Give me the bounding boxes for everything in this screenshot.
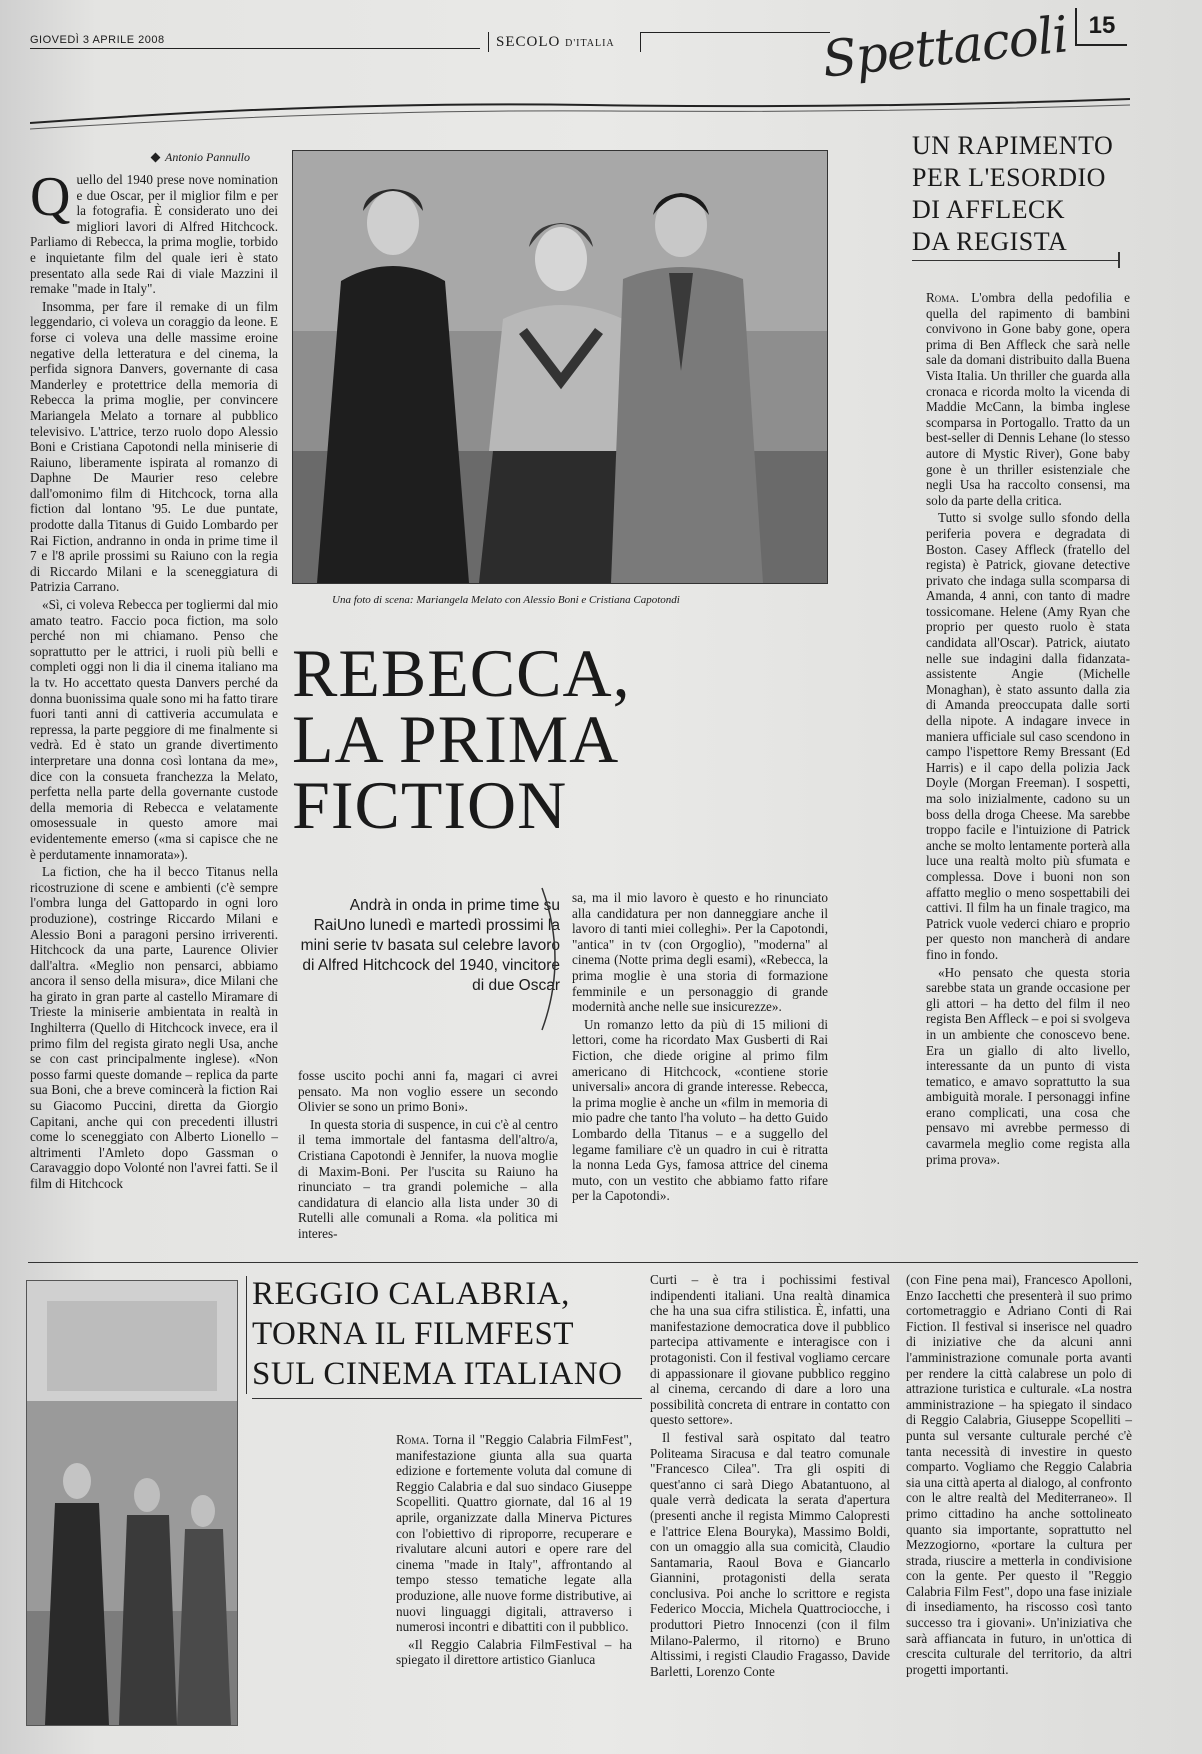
issue-date: GIOVEDÌ 3 APRILE 2008	[30, 34, 165, 46]
paper-name-suffix: D'ITALIA	[565, 38, 615, 49]
header-rule-right	[640, 32, 830, 33]
paper-name-main: SECOLO	[496, 34, 561, 50]
paragraph: Il festival sarà ospitato dal teatro Politeama Siracusa e dal teatro comunale "Francesco Cilea". Tra gli ospiti di quest'anno ci sarà Diego Abatantuono, al quale verrà dedicata la serata d'apertura (presenti anche il regista Mimmo Calopresti e l'attrice Elena Bouryka), Massimo Boldi, con un omaggio alla sua comicità, Claudio Santamaria, Raoul Bova e Giancarlo Giannini, protagonisti della serata conclusiva. Poi anche lo scrittore e regista Federico Moccia, Michela Quattrociocche, i produttori Pietro Innocenzi (con il film Milano-Palermo, il ritorno) e Bruno Altissimi, i registi Claudio Fragasso, Davide Barletti, Lorenzo Conte	[650, 1429, 890, 1679]
header-tick-2	[640, 32, 641, 52]
paragraph	[396, 1432, 632, 1635]
headline-line: LA PRIMA	[292, 701, 620, 777]
headline-line: REBECCA,	[292, 635, 631, 711]
paragraph: Insomma, per fare il remake di un film leggendario, ci voleva un coraggio da leone. E forse ci voleva una delle massime eroine negative della letteratura e del cinema, la perfida signora Danvers, governante di casa Manderley e protettrice della memoria di Rebecca la prima moglie, per convincere Mariangela Melato a tornare al pubblico televisivo. L'attrice, terzo ruolo dopo Alessio Boni e Cristiana Capotondi nella miniserie di Raiuno, liberamente ispirata al romanzo di Daphne De Maurier reso celebre dall'omonimo film di Hitchcock, torna alla fiction dal lontano '95. Le due puntate, prodotte dalla Titanus di Guido Lombardo per Rai Fiction, andranno in onda in prime time il 7 e l'8 aprile prossimi su Raiuno con la regia di Riccardo Milani e la sceneggiatura di Patrizia Carrano.	[30, 298, 278, 595]
side-headline	[912, 130, 1113, 258]
headline	[292, 635, 631, 843]
paragraph	[926, 290, 1130, 508]
header-tick	[488, 32, 489, 52]
side-rule-tick	[1118, 252, 1120, 268]
paragraph: Un romanzo letto da più di 15 milioni di lettori, come ha ricordato Max Gusberti di Rai Fiction, che diede origine al primo film americano di Hitchcock, «contiene storie universali» ancora di grande interesse. Rebecca, la prima moglie è anche un «film in memoria di mio padre che tanto l'ha voluto – ha detto Guido Lombardo della Titanus – e a suggello del legame familiare c'è un quadro in cui è ritratta la nonna Leda Gys, famosa attrice del cinema muto, con un vestito che abbiamo fatto rifare per la Capotondi».	[572, 1016, 828, 1204]
festival-photo-figures	[27, 1281, 237, 1725]
paragraph: fosse uscito pochi anni fa, magari ci avrei pensato. Ma non voglio essere un secondo Olivier se sono un primo Boni».	[298, 1068, 558, 1115]
paragraph-text: uello del 1940 prese nove nomination e due Oscar, per il miglior film e per la fotografia. È considerato uno dei migliori lavori di Alfred Hitchcock. Parliamo di Rebecca, la prima moglie, torbido e inquietante film del quale ieri è stato presentato alla sede Rai di viale Mazzini il remake "made in Italy".	[30, 172, 278, 297]
headline-line: DI AFFLECK	[912, 195, 1066, 224]
paragraph: «Sì, ci voleva Rebecca per togliermi dal mio amato teatro. Faccio poca fiction, ma solo perché non mi chiamano. Penso che soprattutto per le attrici, i ruoli più belli e completi oggi non li dia il cinema italiano ma la tv. Ho accettato questa Danvers perché da donna buonissima quale sono mi ha fatto tirare fuori tanti anni di cattiveria accumulata e repressa, la parte peggiore di me finalmente si vedrà. Ed è stato un grande divertimento interpretare una donna così lontana da me», dice con la consueta franchezza la Melato, perfetta nella parte della governante custode della memoria di Rebecca e velatamente omosessuale in questo amore mai evidentemente emerso («ma si capisce che ne è perdutamente innamorata»).	[30, 597, 278, 862]
article-photo	[292, 150, 828, 584]
paragraph: «Il Reggio Calabria FilmFestival – ha spiegato il direttore artistico Gianluca	[396, 1636, 632, 1668]
header-rule-left	[30, 48, 480, 49]
paragraph-text: Torna il "Reggio Calabria FilmFest", manifestazione giunta alla sua quarta edizione e fortemente voluta dal comune di Reggio Calabria e dal suo sindaco Giuseppe Scopelliti. Quattro giornate, dal 16 al 19 aprile, organizzate dalla Minerva Pictures con l'obiettivo di riproporre, recuperare e rivalutare alcuni autori e opere rare del cinema "made in Italy", affrontando al tempo stesso tematiche legate alla produzione, alle nuove forme distributive, ai nuovi linguaggi digitali, attraverso i numerosi incontri e dibattiti con il pubblico.	[396, 1432, 632, 1635]
headline-tick	[246, 1276, 247, 1394]
bottom-rule	[28, 1262, 1138, 1263]
standfirst: Andrà in onda in prime time su RaiUno lunedì e martedì prossimi la mini serie tv basata sul celebre lavoro di Alfred Hitchcock del 1940, vincitore di due Oscar	[300, 897, 560, 994]
main-article-col-1	[30, 166, 279, 1194]
paragraph: sa, ma il mio lavoro è questo e ho rinunciato alla candidatura per non danneggiare anche il lavoro di tanti miei colleghi». Per la Capotondi, "antica" in tv (con Orgoglio), "moderna" al cinema (Notte prima degli esami), «Rebecca, la prima moglie è una storia di formazione femminile e un personaggio di grande modernità anche nelle sue insicurezze».	[572, 890, 828, 1015]
standfirst-arc	[538, 884, 568, 1034]
paragraph-text: L'ombra della pedofilia e quella del rapimento di bambini convivono in Gone baby gone, opera prima di Ben Affleck che sarà nelle sale da domani distribuito dalla Buena Vista Italia. Un thriller che guarda alla cronaca e ricorda molto la vicenda di Maddie McCann, la bimba inglese scomparsa in Portogallo. Tratto da un best-seller di Dennis Lehane (lo stesso autore di Mystic River), Gone baby gone è un thriller esistenziale che negli Usa ha raccolto consensi, ma solo da parte della critica.	[926, 290, 1130, 508]
headline-line: FICTION	[292, 767, 568, 843]
photo-figures	[293, 151, 827, 583]
festival-col-3	[906, 1272, 1132, 1679]
headline-line: UN RAPIMENTO	[912, 131, 1114, 160]
side-rule	[912, 260, 1118, 261]
dateline: Roma.	[396, 1432, 430, 1447]
paragraph: La fiction, che ha il becco Titanus nella ricostruzione di scene e ambienti (c'è sempre l'ombra lunga del Gattopardo in ogni loro produzione), costringe Riccardo Milani e Alessio Boni a paragoni persino irriverenti. Hitchcock da una parte, Laurence Olivier dall'altra. «Meglio non pensarci, abbiamo ancora il senso della misura», dice Milani che ha girato in gran parte al castello Miramare di Trieste la miniserie ambientata in realtà in Inghilterra (Quello di Hitchcock invece, era il primo film del regista girato negli Usa, anche se con cast principalmente inglese). «Non posso farmi queste domande – replica da parte sua Boni, che a breve comincerà la fiction Rai su Giacomo Puccini, diretta da Giorgio Capitani, anche qui con precedenti illustri come lo sceneggiato con Alberto Lionello – altrimenti l'Amleto dopo Gassman o Caravaggio dopo Volonté non l'avrei fatti. Se il film di Hitchcock	[30, 864, 279, 1191]
dateline: Roma.	[926, 290, 960, 305]
paragraph: (con Fine pena mai), Francesco Apolloni, Enzo Iacchetti che presenterà il suo primo cortometraggio e Adriano Conti di Rai Fiction. Il festival si inserisce nel quadro di iniziative che da alcuni anni l'amministrazione comunale porta avanti per rendere la città calabrese un polo di attrazione turistica e culturale. «La nostra amministrazione – ha spiegato il sindaco di Reggio Calabria, Giuseppe Scopelliti – punta sul versante culturale perché c'è tanta necessità di investire in questo comparto. Vogliamo che Reggio Calabria sia una città aperta al dialogo, al confronto con le altre realtà del Mediterraneo». Il primo cittadino ha anche sottolineato quanto sia importante, soprattutto nel Mezzogiorno, «portare la cultura per strada, riuscire a metterla in condivisione con la gente. Per questo il "Reggio Calabria Film Fest", dopo una fase iniziale di insediamento, ha riscosso così tanto successo tra i giovani». Un'iniziativa che sarà affiancata in futuro, in un'ottica di crescita culturale del territorio, da altri progetti importanti.	[906, 1272, 1132, 1677]
paragraph: «Ho pensato che questa storia sarebbe stata un grande occasione per gli attori – ha detto del film il neo regista Ben Affleck – e poi si svolgeva in un ambiente che conoscevo bene. Era un giallo di alto livello, interessante da un punto di vista tematico, e amavo soprattutto la sua ambiguità morale. I personaggi infine erano complicati, una cosa che pensavo mi avrebbe permesso di cavarmela meglio come regista alla prima prova».	[926, 964, 1130, 1167]
headline-line: DA REGISTA	[912, 227, 1068, 256]
page-number: 15	[1075, 8, 1127, 46]
byline	[152, 150, 250, 165]
section-name: Spettacoli	[819, 5, 1071, 89]
paragraph: Curti – è tra i pochissimi festival indipendenti italiani. Una realtà dinamica che ha una sua cifra stilistica. È, infatti, una manifestazione democratica dove il pubblico partecipa attivamente e interagisce con i protagonisti. Con il festival vogliamo cercare di appassionare il giovane pubblico reggino al cinema, cercando di dare a loro una possibilità concreta di entrare in contatto con questo settore».	[650, 1272, 890, 1428]
side-article-body	[926, 290, 1130, 1169]
festival-headline	[252, 1274, 622, 1394]
photo-caption: Una foto di scena: Mariangela Melato con Alessio Boni e Cristiana Capotondi	[332, 594, 680, 606]
author-name: Antonio Pannullo	[165, 150, 250, 164]
festival-col-2	[650, 1272, 890, 1681]
drop-cap: Q	[30, 166, 71, 228]
paragraph	[30, 166, 278, 297]
festival-col-1	[396, 1432, 632, 1670]
headline-line: REGGIO CALABRIA,	[252, 1276, 570, 1312]
headline-rule	[252, 1398, 642, 1399]
headline-line: SUL CINEMA ITALIANO	[252, 1356, 623, 1392]
paper-name	[496, 34, 615, 51]
festival-photo	[26, 1280, 238, 1726]
diamond-icon	[151, 153, 161, 163]
headline-line: PER L'ESORDIO	[912, 163, 1106, 192]
main-article-col-3	[572, 890, 828, 1206]
main-article-col-2	[298, 1068, 558, 1244]
header-swoosh	[30, 95, 1130, 135]
paragraph: Tutto si svolge sullo sfondo della periferia povera e degradata di Boston. Casey Affleck (fratello del regista) è Patrick, giovane detective privato che indaga sulla scomparsa di Amanda, 4 anni, con tanto di madre tossicomane. Helene (Amy Ryan che proprio per questo ruolo è stata candidata all'Oscar). Patrick, aiutato nelle sue indagini dalla fidanzata-assistente Angie (Michelle Monaghan), è stato assunto dalla zia di Amanda preoccupata dalle sorti della nipote. A indagare invece in maniera ufficiale sul caso scendono in campo l'ispettore Remy Bressant (Ed Harris) e il capo della polizia Jack Doyle (Morgan Freeman). I sospetti, ma solo inizialmente, cadono su un boss della droga Cheese. Ma sarebbe troppo facile e l'intuizione di Patrick anche se molto lentamente porterà alla luce una realtà molto più sfumata e complessa. Dove i buoni non son affatto meglio o meno sospettabili dei cattivi. Il film ha un finale tragico, ma Patrick vuole vederci chiaro e proprio per questo non mancherà di andare fino in fondo.	[926, 510, 1130, 962]
headline-line: TORNA IL FILMFEST	[252, 1316, 575, 1352]
paragraph: In questa storia di suspence, in cui c'è al centro il tema immortale del fantasma dell'altro/a, Cristiana Capotondi è Jennifer, la nuova moglie di Maxim-Boni. Per l'uscita su Raiuno ha rinunciato – tra grandi polemiche – alla candidatura di elancio alla lista under 30 di Rutelli alle comunali a Roma. «la politica mi interes-	[298, 1116, 558, 1241]
